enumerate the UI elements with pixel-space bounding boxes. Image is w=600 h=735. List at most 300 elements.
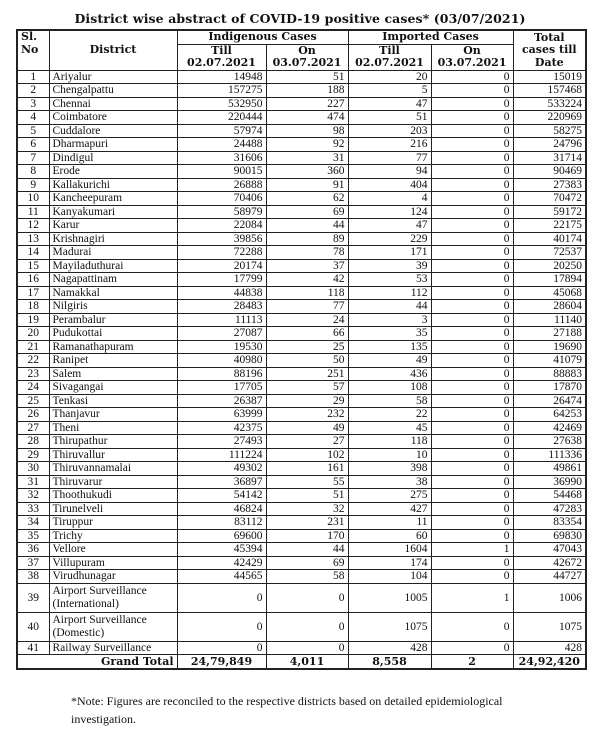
row-sl-no: 23 <box>17 367 49 381</box>
row-ind-on: 24 <box>266 313 348 327</box>
row-imp-on: 0 <box>431 192 513 206</box>
row-imp-till: 3 <box>348 313 431 327</box>
row-district: Airport Surveillance (International) <box>49 583 177 612</box>
row-ind-till: 0 <box>177 641 266 655</box>
row-imp-till: 1604 <box>348 543 431 557</box>
row-ind-on: 102 <box>266 448 348 462</box>
row-imp-till: 94 <box>348 165 431 179</box>
table-row <box>17 354 586 368</box>
row-district: Ramanathapuram <box>49 340 177 354</box>
row-total: 45068 <box>513 286 586 300</box>
row-imp-till: 47 <box>348 97 431 111</box>
row-imp-on: 0 <box>431 286 513 300</box>
row-ind-on: 0 <box>266 612 348 641</box>
row-ind-till: 42375 <box>177 421 266 435</box>
row-imp-till: 275 <box>348 489 431 503</box>
row-district: Karur <box>49 219 177 233</box>
table-row <box>17 367 586 381</box>
row-total: 40174 <box>513 232 586 246</box>
row-district: Virudhunagar <box>49 570 177 584</box>
row-sl-no: 6 <box>17 138 49 152</box>
row-ind-till: 45394 <box>177 543 266 557</box>
row-imp-on: 0 <box>431 435 513 449</box>
row-total: 90469 <box>513 165 586 179</box>
row-ind-till: 0 <box>177 612 266 641</box>
row-imp-on: 0 <box>431 151 513 165</box>
row-ind-on: 58 <box>266 570 348 584</box>
row-ind-till: 39856 <box>177 232 266 246</box>
row-district: Salem <box>49 367 177 381</box>
table-row <box>17 570 586 584</box>
row-sl-no: 12 <box>17 219 49 233</box>
row-imp-on: 0 <box>431 340 513 354</box>
row-imp-till: 4 <box>348 192 431 206</box>
row-imp-on: 0 <box>431 448 513 462</box>
row-district: Namakkal <box>49 286 177 300</box>
row-imp-on: 0 <box>431 421 513 435</box>
row-ind-till: 26387 <box>177 394 266 408</box>
row-ind-on: 27 <box>266 435 348 449</box>
row-ind-till: 157275 <box>177 84 266 98</box>
row-sl-no: 39 <box>17 583 49 612</box>
row-total: 42672 <box>513 556 586 570</box>
row-ind-till: 69600 <box>177 529 266 543</box>
table-row <box>17 70 586 84</box>
row-ind-on: 78 <box>266 246 348 260</box>
row-ind-till: 26888 <box>177 178 266 192</box>
row-ind-till: 17705 <box>177 381 266 395</box>
table-row <box>17 111 586 125</box>
grand-total-imp-on: 2 <box>431 655 513 670</box>
row-ind-till: 90015 <box>177 165 266 179</box>
row-sl-no: 37 <box>17 556 49 570</box>
row-ind-till: 42429 <box>177 556 266 570</box>
row-total: 1075 <box>513 612 586 641</box>
row-district: Madurai <box>49 246 177 260</box>
row-imp-till: 45 <box>348 421 431 435</box>
row-imp-on: 0 <box>431 138 513 152</box>
table-row <box>17 435 586 449</box>
header-ind-on: On <box>266 44 348 57</box>
row-total: 31714 <box>513 151 586 165</box>
row-sl-no: 36 <box>17 543 49 557</box>
row-imp-on: 0 <box>431 232 513 246</box>
row-district: Kanyakumari <box>49 205 177 219</box>
table-row <box>17 529 586 543</box>
row-district: Theni <box>49 421 177 435</box>
row-imp-till: 5 <box>348 84 431 98</box>
row-ind-on: 118 <box>266 286 348 300</box>
row-total: 54468 <box>513 489 586 503</box>
row-ind-on: 66 <box>266 327 348 341</box>
header-no-label: No <box>21 42 39 56</box>
row-sl-no: 35 <box>17 529 49 543</box>
row-ind-on: 25 <box>266 340 348 354</box>
table-row <box>17 151 586 165</box>
row-total: 1006 <box>513 583 586 612</box>
row-total: 22175 <box>513 219 586 233</box>
table-row <box>17 641 586 655</box>
row-imp-on: 0 <box>431 97 513 111</box>
row-imp-on: 1 <box>431 543 513 557</box>
header-sl-no <box>17 30 49 70</box>
row-ind-till: 532950 <box>177 97 266 111</box>
row-ind-on: 69 <box>266 205 348 219</box>
row-district: Thirupathur <box>49 435 177 449</box>
row-district: Vellore <box>49 543 177 557</box>
header-imp-till: Till <box>348 44 431 57</box>
row-ind-on: 51 <box>266 489 348 503</box>
row-ind-till: 220444 <box>177 111 266 125</box>
row-total: 47043 <box>513 543 586 557</box>
row-imp-till: 58 <box>348 394 431 408</box>
table-row <box>17 300 586 314</box>
row-ind-till: 27493 <box>177 435 266 449</box>
row-ind-till: 31606 <box>177 151 266 165</box>
row-ind-till: 44565 <box>177 570 266 584</box>
row-imp-till: 47 <box>348 219 431 233</box>
row-total: 533224 <box>513 97 586 111</box>
row-ind-till: 111224 <box>177 448 266 462</box>
row-total: 28604 <box>513 300 586 314</box>
row-imp-till: 20 <box>348 70 431 84</box>
table-row <box>17 178 586 192</box>
row-ind-on: 62 <box>266 192 348 206</box>
header-ind-on-date: 03.07.2021 <box>266 57 348 70</box>
row-ind-on: 0 <box>266 641 348 655</box>
row-ind-on: 474 <box>266 111 348 125</box>
row-ind-on: 360 <box>266 165 348 179</box>
row-ind-till: 11113 <box>177 313 266 327</box>
row-total: 88883 <box>513 367 586 381</box>
row-district: Pudukottai <box>49 327 177 341</box>
row-ind-till: 70406 <box>177 192 266 206</box>
row-district: Tenkasi <box>49 394 177 408</box>
row-imp-on: 0 <box>431 111 513 125</box>
row-imp-till: 51 <box>348 111 431 125</box>
table-row <box>17 259 586 273</box>
header-ind-till-date: 02.07.2021 <box>177 57 266 70</box>
row-district: Perambalur <box>49 313 177 327</box>
row-district: Tirunelveli <box>49 502 177 516</box>
row-imp-on: 0 <box>431 516 513 530</box>
header-total <box>513 30 586 70</box>
row-total: 24796 <box>513 138 586 152</box>
row-total: 27188 <box>513 327 586 341</box>
table-row <box>17 124 586 138</box>
row-sl-no: 10 <box>17 192 49 206</box>
row-ind-till: 19530 <box>177 340 266 354</box>
row-imp-till: 77 <box>348 151 431 165</box>
row-sl-no: 40 <box>17 612 49 641</box>
row-ind-on: 42 <box>266 273 348 287</box>
row-imp-till: 39 <box>348 259 431 273</box>
row-imp-till: 1075 <box>348 612 431 641</box>
table-row <box>17 340 586 354</box>
row-imp-till: 1005 <box>348 583 431 612</box>
row-total: 42469 <box>513 421 586 435</box>
row-sl-no: 28 <box>17 435 49 449</box>
row-imp-on: 0 <box>431 205 513 219</box>
row-imp-till: 60 <box>348 529 431 543</box>
row-imp-on: 0 <box>431 529 513 543</box>
row-total: 70472 <box>513 192 586 206</box>
row-ind-till: 14948 <box>177 70 266 84</box>
row-ind-till: 27087 <box>177 327 266 341</box>
row-district: Dharmapuri <box>49 138 177 152</box>
header-district: District <box>49 30 177 70</box>
row-sl-no: 5 <box>17 124 49 138</box>
row-imp-till: 22 <box>348 408 431 422</box>
row-ind-on: 89 <box>266 232 348 246</box>
grand-total-row <box>17 655 586 670</box>
row-ind-on: 29 <box>266 394 348 408</box>
row-sl-no: 29 <box>17 448 49 462</box>
row-sl-no: 8 <box>17 165 49 179</box>
row-sl-no: 11 <box>17 205 49 219</box>
header-imp-on-date: 03.07.2021 <box>431 57 513 70</box>
row-sl-no: 33 <box>17 502 49 516</box>
grand-total-label: Grand Total <box>17 655 177 670</box>
row-total: 17894 <box>513 273 586 287</box>
row-sl-no: 19 <box>17 313 49 327</box>
row-ind-till: 36897 <box>177 475 266 489</box>
table-row <box>17 246 586 260</box>
row-imp-on: 0 <box>431 408 513 422</box>
table-row <box>17 448 586 462</box>
row-imp-till: 11 <box>348 516 431 530</box>
row-ind-till: 63999 <box>177 408 266 422</box>
row-imp-till: 108 <box>348 381 431 395</box>
row-sl-no: 20 <box>17 327 49 341</box>
grand-total-total: 24,92,420 <box>513 655 586 670</box>
row-total: 47283 <box>513 502 586 516</box>
row-district: Coimbatore <box>49 111 177 125</box>
row-district: Erode <box>49 165 177 179</box>
row-sl-no: 18 <box>17 300 49 314</box>
table-row <box>17 313 586 327</box>
header-ind-till: Till <box>177 44 266 57</box>
row-ind-till: 83112 <box>177 516 266 530</box>
table-row <box>17 219 586 233</box>
row-imp-till: 427 <box>348 502 431 516</box>
row-imp-on: 0 <box>431 570 513 584</box>
row-sl-no: 34 <box>17 516 49 530</box>
row-imp-on: 0 <box>431 313 513 327</box>
row-total: 11140 <box>513 313 586 327</box>
row-imp-till: 174 <box>348 556 431 570</box>
table-row <box>17 381 586 395</box>
row-sl-no: 41 <box>17 641 49 655</box>
row-imp-on: 0 <box>431 84 513 98</box>
row-district: Kallakurichi <box>49 178 177 192</box>
grand-total-ind-till: 24,79,849 <box>177 655 266 670</box>
row-district: Krishnagiri <box>49 232 177 246</box>
row-ind-till: 58979 <box>177 205 266 219</box>
table-row <box>17 408 586 422</box>
row-sl-no: 21 <box>17 340 49 354</box>
row-imp-on: 0 <box>431 300 513 314</box>
row-district: Airport Surveillance (Domestic) <box>49 612 177 641</box>
row-imp-till: 428 <box>348 641 431 655</box>
row-sl-no: 24 <box>17 381 49 395</box>
row-sl-no: 32 <box>17 489 49 503</box>
row-ind-on: 188 <box>266 84 348 98</box>
row-ind-till: 0 <box>177 583 266 612</box>
row-ind-till: 28483 <box>177 300 266 314</box>
table-row <box>17 84 586 98</box>
grand-total-ind-on: 4,011 <box>266 655 348 670</box>
header-sl-label: Sl. <box>21 30 37 43</box>
row-imp-on: 0 <box>431 124 513 138</box>
table-row <box>17 286 586 300</box>
row-district: Thoothukudi <box>49 489 177 503</box>
table-row <box>17 502 586 516</box>
row-district: Thiruvallur <box>49 448 177 462</box>
row-sl-no: 2 <box>17 84 49 98</box>
row-imp-till: 229 <box>348 232 431 246</box>
row-imp-on: 0 <box>431 354 513 368</box>
row-ind-till: 49302 <box>177 462 266 476</box>
row-ind-on: 161 <box>266 462 348 476</box>
row-ind-till: 46824 <box>177 502 266 516</box>
row-sl-no: 1 <box>17 70 49 84</box>
table-row <box>17 273 586 287</box>
table-row <box>17 475 586 489</box>
row-imp-till: 49 <box>348 354 431 368</box>
row-sl-no: 25 <box>17 394 49 408</box>
row-imp-till: 10 <box>348 448 431 462</box>
row-ind-till: 17799 <box>177 273 266 287</box>
row-district: Cuddalore <box>49 124 177 138</box>
row-total: 157468 <box>513 84 586 98</box>
row-imp-on: 0 <box>431 556 513 570</box>
row-district: Dindigul <box>49 151 177 165</box>
row-ind-on: 251 <box>266 367 348 381</box>
row-imp-on: 0 <box>431 612 513 641</box>
row-imp-on: 0 <box>431 394 513 408</box>
row-imp-till: 203 <box>348 124 431 138</box>
row-imp-till: 404 <box>348 178 431 192</box>
table-row <box>17 543 586 557</box>
row-sl-no: 4 <box>17 111 49 125</box>
row-sl-no: 17 <box>17 286 49 300</box>
row-ind-on: 91 <box>266 178 348 192</box>
row-ind-till: 44838 <box>177 286 266 300</box>
row-sl-no: 7 <box>17 151 49 165</box>
row-total: 15019 <box>513 70 586 84</box>
row-imp-till: 436 <box>348 367 431 381</box>
table-body <box>17 70 586 655</box>
row-imp-on: 0 <box>431 462 513 476</box>
row-ind-on: 232 <box>266 408 348 422</box>
row-ind-till: 88196 <box>177 367 266 381</box>
row-ind-till: 72288 <box>177 246 266 260</box>
row-district: Kancheepuram <box>49 192 177 206</box>
row-district: Chengalpattu <box>49 84 177 98</box>
header-imported: Imported Cases <box>348 30 513 44</box>
row-imp-on: 0 <box>431 502 513 516</box>
row-imp-on: 0 <box>431 327 513 341</box>
row-district: Thanjavur <box>49 408 177 422</box>
row-ind-on: 98 <box>266 124 348 138</box>
row-sl-no: 3 <box>17 97 49 111</box>
row-imp-on: 0 <box>431 367 513 381</box>
table-row <box>17 612 586 641</box>
row-imp-on: 0 <box>431 381 513 395</box>
row-ind-on: 51 <box>266 70 348 84</box>
row-total: 59172 <box>513 205 586 219</box>
row-district: Ranipet <box>49 354 177 368</box>
row-ind-till: 57974 <box>177 124 266 138</box>
row-district: Nagapattinam <box>49 273 177 287</box>
row-imp-on: 0 <box>431 70 513 84</box>
row-ind-till: 54142 <box>177 489 266 503</box>
row-total: 36990 <box>513 475 586 489</box>
row-total: 26474 <box>513 394 586 408</box>
row-imp-till: 35 <box>348 327 431 341</box>
header-indigenous: Indigenous Cases <box>177 30 348 44</box>
row-total: 27638 <box>513 435 586 449</box>
row-ind-on: 49 <box>266 421 348 435</box>
header-imp-till-date: 02.07.2021 <box>348 57 431 70</box>
row-imp-on: 0 <box>431 165 513 179</box>
row-ind-till: 22084 <box>177 219 266 233</box>
row-sl-no: 22 <box>17 354 49 368</box>
row-ind-on: 44 <box>266 219 348 233</box>
row-sl-no: 26 <box>17 408 49 422</box>
covid-district-table <box>16 29 587 670</box>
row-imp-till: 118 <box>348 435 431 449</box>
row-district: Trichy <box>49 529 177 543</box>
row-total: 111336 <box>513 448 586 462</box>
row-imp-till: 112 <box>348 286 431 300</box>
table-row <box>17 97 586 111</box>
row-imp-till: 38 <box>348 475 431 489</box>
row-ind-on: 57 <box>266 381 348 395</box>
row-total: 19690 <box>513 340 586 354</box>
row-imp-on: 1 <box>431 583 513 612</box>
row-ind-on: 227 <box>266 97 348 111</box>
row-imp-on: 0 <box>431 273 513 287</box>
document-title: District wise abstract of COVID-19 positive cases* (03/07/2021) <box>74 11 526 26</box>
table-row <box>17 232 586 246</box>
row-ind-on: 50 <box>266 354 348 368</box>
row-district: Mayiladuthurai <box>49 259 177 273</box>
row-ind-on: 0 <box>266 583 348 612</box>
row-ind-on: 44 <box>266 543 348 557</box>
row-district: Thiruvarur <box>49 475 177 489</box>
header-total-line1: Total <box>533 30 565 44</box>
row-sl-no: 14 <box>17 246 49 260</box>
row-district: Villupuram <box>49 556 177 570</box>
header-imp-on: On <box>431 44 513 57</box>
row-total: 44727 <box>513 570 586 584</box>
header-total-line2: cases till <box>521 43 577 57</box>
row-sl-no: 9 <box>17 178 49 192</box>
row-total: 72537 <box>513 246 586 260</box>
row-ind-on: 32 <box>266 502 348 516</box>
row-total: 69830 <box>513 529 586 543</box>
grand-total-imp-till: 8,558 <box>348 655 431 670</box>
row-district: Sivagangai <box>49 381 177 395</box>
row-imp-on: 0 <box>431 475 513 489</box>
header-total-line3: Date <box>534 55 564 69</box>
row-total: 41079 <box>513 354 586 368</box>
row-ind-till: 20174 <box>177 259 266 273</box>
row-imp-till: 135 <box>348 340 431 354</box>
table-row <box>17 327 586 341</box>
